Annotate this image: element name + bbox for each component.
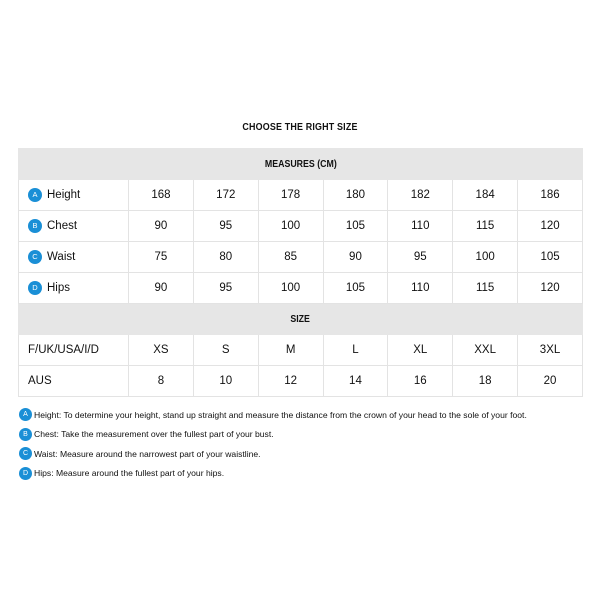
note-height <box>19 405 594 425</box>
table-cell: 90 <box>129 211 194 242</box>
table-cell: 100 <box>453 242 518 273</box>
badge-d-icon: D <box>19 467 32 480</box>
table-cell: 10 <box>193 366 258 397</box>
measures-header-row <box>19 149 583 180</box>
table-cell: 95 <box>193 211 258 242</box>
badge-b-icon: B <box>19 428 32 441</box>
table-cell: XS <box>129 335 194 366</box>
table-cell: 12 <box>258 366 323 397</box>
table-cell: 16 <box>388 366 453 397</box>
table-cell: 18 <box>453 366 518 397</box>
table-cell: XXL <box>453 335 518 366</box>
table-cell: 178 <box>258 180 323 211</box>
table-cell: 105 <box>323 273 388 304</box>
row-label-text: Height <box>47 189 81 202</box>
row-label: AUS <box>19 366 129 397</box>
table-cell: 85 <box>258 242 323 273</box>
table-cell: 105 <box>323 211 388 242</box>
row-label <box>19 180 129 211</box>
badge-b-icon: B <box>28 219 42 233</box>
table-cell: 100 <box>258 211 323 242</box>
table-cell: 20 <box>518 366 583 397</box>
size-chart-table <box>18 148 583 397</box>
table-cell: 8 <box>129 366 194 397</box>
table-cell: 182 <box>388 180 453 211</box>
table-cell: L <box>323 335 388 366</box>
measure-row-waist <box>19 242 583 273</box>
note-text: Height: To determine your height, stand up straight and measure the distance from the crown of your head to the sole of your foot. <box>34 409 527 420</box>
row-label <box>19 273 129 304</box>
table-cell: 184 <box>453 180 518 211</box>
table-cell: 186 <box>518 180 583 211</box>
table-cell: S <box>193 335 258 366</box>
size-header-text: SIZE <box>290 313 311 325</box>
note-waist <box>19 444 594 464</box>
table-cell: 120 <box>518 273 583 304</box>
badge-c-icon: C <box>28 250 42 264</box>
size-row-aus <box>19 366 583 397</box>
table-cell: 168 <box>129 180 194 211</box>
table-cell: 110 <box>388 211 453 242</box>
table-cell: 115 <box>453 273 518 304</box>
table-cell: 100 <box>258 273 323 304</box>
measure-row-height <box>19 180 583 211</box>
badge-a-icon: A <box>19 408 32 421</box>
size-row-eu <box>19 335 583 366</box>
table-cell: 90 <box>129 273 194 304</box>
table-cell: 90 <box>323 242 388 273</box>
row-label-text: Waist <box>47 251 76 264</box>
size-header <box>19 304 583 335</box>
table-cell: XL <box>388 335 453 366</box>
measures-header <box>19 149 583 180</box>
table-cell: 95 <box>193 273 258 304</box>
row-label <box>19 242 129 273</box>
size-header-row <box>19 304 583 335</box>
note-hips <box>19 464 594 484</box>
note-text: Chest: Take the measurement over the fullest part of your bust. <box>34 429 274 440</box>
table-cell: 95 <box>388 242 453 273</box>
badge-a-icon: A <box>28 188 42 202</box>
table-cell: 172 <box>193 180 258 211</box>
measures-header-text: MEASURES (CM) <box>264 158 337 170</box>
table-cell: 80 <box>193 242 258 273</box>
table-cell: 3XL <box>518 335 583 366</box>
table-cell: 105 <box>518 242 583 273</box>
table-cell: 110 <box>388 273 453 304</box>
page-title: CHOOSE THE RIGHT SIZE <box>242 121 358 133</box>
table-cell: 75 <box>129 242 194 273</box>
badge-d-icon: D <box>28 281 42 295</box>
table-cell: 180 <box>323 180 388 211</box>
table-cell: 120 <box>518 211 583 242</box>
badge-c-icon: C <box>19 447 32 460</box>
note-text: Hips: Measure around the fullest part of your hips. <box>34 468 225 479</box>
measure-row-chest <box>19 211 583 242</box>
table-cell: 115 <box>453 211 518 242</box>
table-cell: 14 <box>323 366 388 397</box>
row-label <box>19 211 129 242</box>
row-label-text: Chest <box>47 220 78 233</box>
note-text: Waist: Measure around the narrowest part of your waistline. <box>34 448 261 459</box>
row-label-text: Hips <box>47 282 71 295</box>
measurement-notes <box>19 405 594 483</box>
table-cell: M <box>258 335 323 366</box>
row-label: F/UK/USA/I/D <box>19 335 129 366</box>
measure-row-hips <box>19 273 583 304</box>
note-chest <box>19 425 594 445</box>
